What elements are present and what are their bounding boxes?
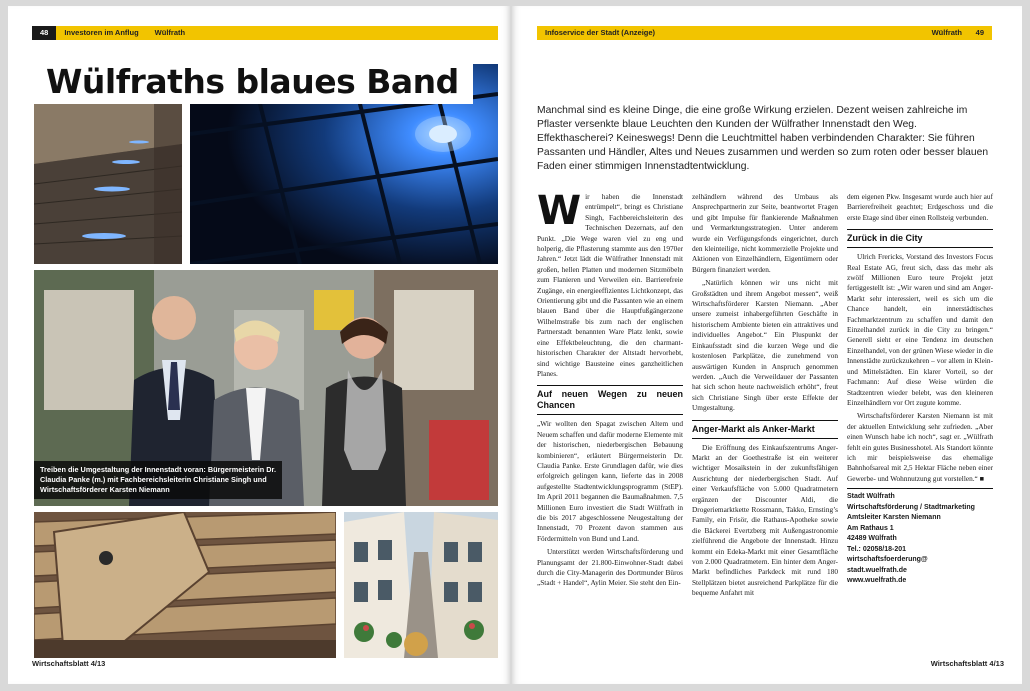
col2-paragraph-1: zelhändlern während des Umbaus als Ansprechpartnerin zur Seite, beantwortet Fragen und gibt Impulse für flankierende Maßnahmen und Vermarktungsstrategien. Unter anderem wurde ein Verfügungsfonds eingerichtet, durch den kleinteilige, nicht kommerzielle Projekte und Aktionen von Einzelhändlern, Eigentümern oder Bürgern finanziert werden. [692, 192, 838, 274]
text-column-1 [537, 188, 683, 592]
col3-paragraph-2: Ulrich Frericks, Vorstand des Investors Focus Real Estate AG, freut sich, dass das mehr als zwölf Millionen Euro teure Projekt jetzt fertiggestellt ist: „Wir waren und sind am Anger-Markt sehr interessiert, weil es sich um die Chance handelt, ein innerstädtisches Fachmarktzentrum zu schaffen und damit den Einzelhandel zurück in die City zu bringen.“ Generell sieht er eine Tendenz im deutschen Einzelhandel, von der grünen Wiese wieder in die Innenstädte zurückzukehren – vor allem in Klein- und Mittelstädten. Ein klarer Vorteil, so der Fachmann: Auf diese Weise würden die Stadtzentren wieder belebt, was den kleineren Einzelhändlern vor Ort zugute komme. [847, 252, 993, 407]
col1-paragraph-2: „Wir wollten den Spagat zwischen Altem und Neuem schaffen und dafür moderne Elemente mit der historischen, niederbergischen Bebauung kombinieren“, erläutert Bürgermeisterin Dr. Claudia Panke. Erste Grundlagen dafür, wie dies erfolgreich gelingen kann, lieferte das in 2008 aufgestellte Stadtentwicklungsprogramm (StEP). Im April 2011 begannen die Baumaßnahmen. 7,5 Millionen Euro investiert die Stadt Wülfrath in die bis 2017 abgeschlossene Neugestaltung der Innenstadt, 70 Prozent davon stammen aus Fördermitteln von Bund und Land. [537, 419, 683, 543]
dropcap: W [537, 188, 582, 234]
text-column-2 [692, 192, 838, 602]
contact-line: Amtsleiter Karsten Niemann [847, 514, 941, 522]
left-header-bar [32, 26, 498, 40]
contact-email[interactable]: wirtschaftsfoerderung@ [847, 556, 928, 564]
right-page-number: 49 [968, 26, 992, 40]
contact-line: Stadt Wülfrath [847, 493, 895, 501]
subheading-back-to-city: Zurück in die City [847, 229, 993, 248]
left-footer: Wirtschaftsblatt 4/13 [32, 659, 106, 668]
col3-paragraph-1: dem eigenen Pkw. Insgesamt wurde auch hier auf Barrierefreiheit geachtet; Erdgeschoss und die erste Etage sind über einen Rollsteig verbunden. [847, 192, 993, 222]
col1-paragraph-1: ir haben die Innenstadt entrümpelt“, bringt es Christiane Singh, Fachbereichsleiterin des Technischen Dezernats, auf den Punkt. „Die Wege waren viel zu eng und holperig, die Pflasterung stammte aus den 1970er Jahren.“ Jetzt lädt die Wülfrather Innenstadt mit großen, hellen Platten und modernen Sitzmöbeln zum Flanieren und Verweilen ein. Barrierefreie Zugänge, ein energieeffizientes Lichtkonzept, das Orientierung gibt und die Passanten wie an einem blauen Band über die Hauptfußgängerzone Wilhelmstraße bis zum nach der englischen Partnerstadt benannten Ware Platz lenkt, sowie eine Effektbeleuchtung, die den charmant-historischen Charakter der Altstadt hervorhebt, sind wichtige Bausteine eines ganzheitlichen Planes. [537, 192, 683, 378]
contact-block [847, 488, 993, 587]
contact-website[interactable]: www.wuelfrath.de [847, 577, 907, 585]
subheading-anger-markt: Anger-Markt als Anker-Markt [692, 420, 838, 439]
street-lights-photo [34, 104, 182, 264]
wooden-bench-photo [34, 512, 336, 658]
left-page-number: 48 [32, 26, 56, 40]
left-page [8, 6, 510, 684]
col2-paragraph-2: „Natürlich können wir uns nicht mit Großstädten und ihrem Angebot messen“, weiß Wirtschaftsförderer Karsten Niemann. „Aber unsere zumeist inhabergeführten Geschäfte in historischem Ambiente bieten ein attraktives und individuelles Angebot.“ Ein Pluspunkt der Einkaufsstadt sind die kurzen Wege und die kostenlosen Parkplätze, die zunehmend von auswärtigen Kunden in Anspruch genommen werden. „Auch die Verweildauer der Passanten hat sich schon heute nachweislich erhöht“, freut sich Christiane Singh über erste Effekte der Umgestaltung. [692, 278, 838, 413]
contact-email-domain[interactable]: stadt.wuelfrath.de [847, 566, 907, 574]
right-city-label: Wülfrath [931, 28, 962, 37]
subheading-new-paths: Auf neuen Wegen zu neuen Chancen [537, 385, 683, 415]
col2-paragraph-3: Die Eröffnung des Einkaufszentrums Anger-Markt an der Goethestraße ist ein weiterer wichtiger Mosaikstein in der zukunftsfähigen Ausrichtung der niederbergischen Stadt. Auf einer Verkaufsfläche von 5.000 Quadratmetern ergänzen der Discounter Aldi, die Drogeriemarktkette Rossmann, Takko, Ernsting’s Family, ein Frisör, die Rathaus-Apotheke sowie die Bäckerei Evertzberg mit Außengastronomie zielführend die Angebote der Innenstadt. Hinzu kommt ein Edeka-Markt mit einer Gesamtfläche von 2.000 Quadratmetern. Ein hinter dem Anger-Markt befindliches Parkdeck mit rund 180 Stellplätzen bietet ausreichend Parkplätze für die bequeme Anfahrt mit [692, 442, 838, 598]
right-footer: Wirtschaftsblatt 4/13 [930, 659, 1004, 668]
text-column-3 [847, 192, 993, 587]
article-title: Wülfraths blaues Band [32, 60, 473, 104]
col1-paragraph-3: Unterstützt werden Wirtschaftsförderung und Planungsamt der 21.800-Einwohner-Stadt dabei durch die City-Managerin des Dortmunder Büros „Stadt + Handel“, Aylin Meier. Sie steht den Ein- [537, 547, 683, 588]
old-town-street-photo [344, 512, 498, 658]
group-photo-caption: Treiben die Umgestaltung der Innenstadt voran: Bürgermeisterin Dr. Claudia Panke (m.) mit Fachbereichsleiterin Christiane Singh und Wirtschaftsförderer Karsten Niemann [34, 461, 282, 499]
right-page [512, 6, 1022, 684]
contact-line: 42489 Wülfrath [847, 535, 897, 543]
contact-line: Am Rathaus 1 [847, 524, 894, 532]
right-section-label: Infoservice der Stadt (Anzeige) [545, 28, 656, 37]
contact-phone: Tel.: 02058/18-201 [847, 545, 907, 553]
left-city-label: Wülfrath [154, 28, 186, 37]
lead-paragraph: Manchmal sind es kleine Dinge, die eine große Wirkung erzielen. Dezent weisen zahlreiche im Pflaster versenkte blaue Leuchten den Kunden der Wülfrather Innenstadt den Weg. Effekthascherei? Keineswegs! Denn die Leuchtmittel haben verbindenden Charakter: Sie führen Passanten und Händler, Altes und Neues zusammen und werden so zum roten oder besser blauen Faden einer stimmigen Innenstadtentwicklung. [537, 105, 989, 172]
col3-paragraph-3: Wirtschaftsförderer Karsten Niemann ist mit der aktuellen Entwicklung sehr zufrieden. „Aber einen Wunsch habe ich noch“, sagt er. „Wülfrath fehlt ein gutes Businesshotel. Als Standort könnte ich mir beispielsweise das ehemalige Bahnhofsareal mit 2,5 Hektar Fläche neben einer Gewerbe- und Wohnnutzung gut vorstellen.“ ■ [847, 411, 993, 483]
contact-line: Wirtschaftsförderung / Stadtmarketing [847, 503, 975, 511]
left-section-label: Investoren im Anflug [64, 28, 139, 37]
right-header-bar [537, 26, 992, 40]
